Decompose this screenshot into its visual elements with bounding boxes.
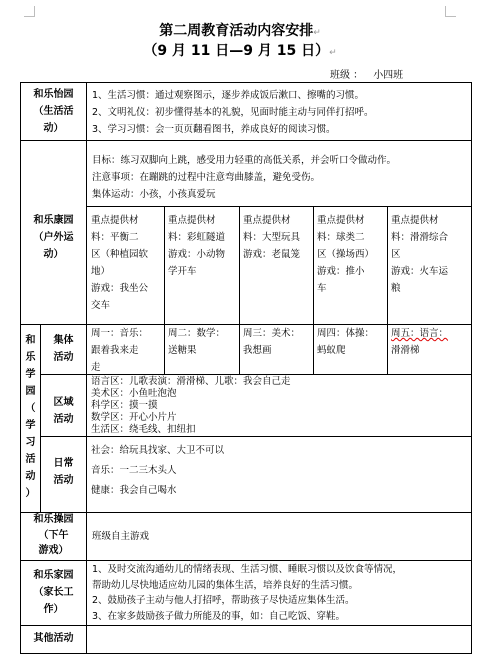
kang-equipment-5: 重点提供材 料：滑滑综合 区 游戏：火车运 粮: [391, 215, 449, 294]
day-monday: 周一：音乐： 跟着我来走 走: [91, 328, 149, 373]
heyi-header: 和乐怡园 （生活活 动）: [33, 89, 74, 134]
kang-equipment-3: 重点提供材 料：大型玩具 游戏：老鼠笼: [243, 215, 301, 260]
area-activity-label: 区域 活动: [53, 397, 74, 425]
cao-header: 和乐操园 （下午 游戏）: [33, 514, 74, 556]
date-range: （9 月 11 日—9 月 15 日）↵: [143, 43, 337, 59]
area-activity-list: 语言区：儿歌表演：滑滑梯、儿歌：我会自己走 美术区：小鱼吐泡泡 科学区：摸一摸 数学区：开心小片片 生活区：绕毛线、扣纽扣: [91, 376, 291, 435]
xue-header: 和 乐 学 园 （ 学 习 活 动 ）: [25, 335, 36, 499]
day-friday: 周五：语言： 滑滑梯: [391, 328, 449, 356]
kang-equipment-1: 重点提供材 料：平衡二 区（种植园软 地） 游戏：我坐公 交车: [91, 215, 149, 311]
cao-content: 班级自主游戏: [92, 531, 150, 542]
daily-activity-label: 日常 活动: [53, 458, 74, 486]
jia-content: 1、及时交流沟通幼儿的情绪表现、生活习惯、睡眠习惯以及饮食等情况， 帮助幼儿尽快地适应幼儿园的集体生活，培养良好的生活习惯。 2、鼓励孩子主动与他人打招呼，帮助孩子尽快适应集体生活。 3、在家多鼓励孩子做力所能及的事，如：自己吃饭、穿鞋。: [92, 564, 403, 622]
class-name: 小四班: [373, 70, 404, 81]
schedule-table: [20, 82, 472, 654]
day-tuesday: 周二：数学： 送糖果: [168, 328, 226, 356]
other-header: 其他活动: [33, 633, 74, 644]
jia-header: 和乐家园 （家长工 作）: [33, 570, 74, 615]
day-wednesday: 周三：美术： 我想画: [243, 328, 301, 356]
margin-corner-mark-right: [445, 6, 456, 17]
page-title: 第二周教育活动内容安排↵: [159, 23, 321, 39]
margin-corner-mark-left: [24, 6, 35, 17]
collective-activity-label: 集体 活动: [53, 335, 74, 363]
kang-goals: 目标：练习双脚向上跳，感受用力轻重的高低关系，并会听口令做动作。 注意事项：在蹦跳的过程中注意弯曲膝盖，避免受伤。 集体运动：小孩，小孩真爱玩: [92, 155, 397, 200]
heyi-content: 1、生活习惯：通过观察图示，逐步养成饭后漱口、擦嘴的习惯。 2、文明礼仪：初步懂得基本的礼貌，见面时能主动与同伴打招呼。 3、学习习惯：会一页页翻看图书，养成良好的阅读习惯。: [92, 90, 374, 135]
daily-activity-list: 社会：给玩具找家、大卫不可以 音乐：一二三木头人 健康：我会自己喝水: [91, 445, 225, 496]
kang-equipment-4: 重点提供材 料：球类二 区（操场西） 游戏：推小 车: [317, 215, 375, 294]
kang-equipment-2: 重点提供材 料：彩虹隧道 游戏：小动物 学开车: [168, 215, 226, 277]
day-thursday: 周四：体操： 蚂蚁爬: [317, 328, 375, 356]
kang-header: 和乐康园 （户外运 动）: [33, 215, 74, 260]
class-label: 班级 ： 小四班: [330, 70, 404, 81]
